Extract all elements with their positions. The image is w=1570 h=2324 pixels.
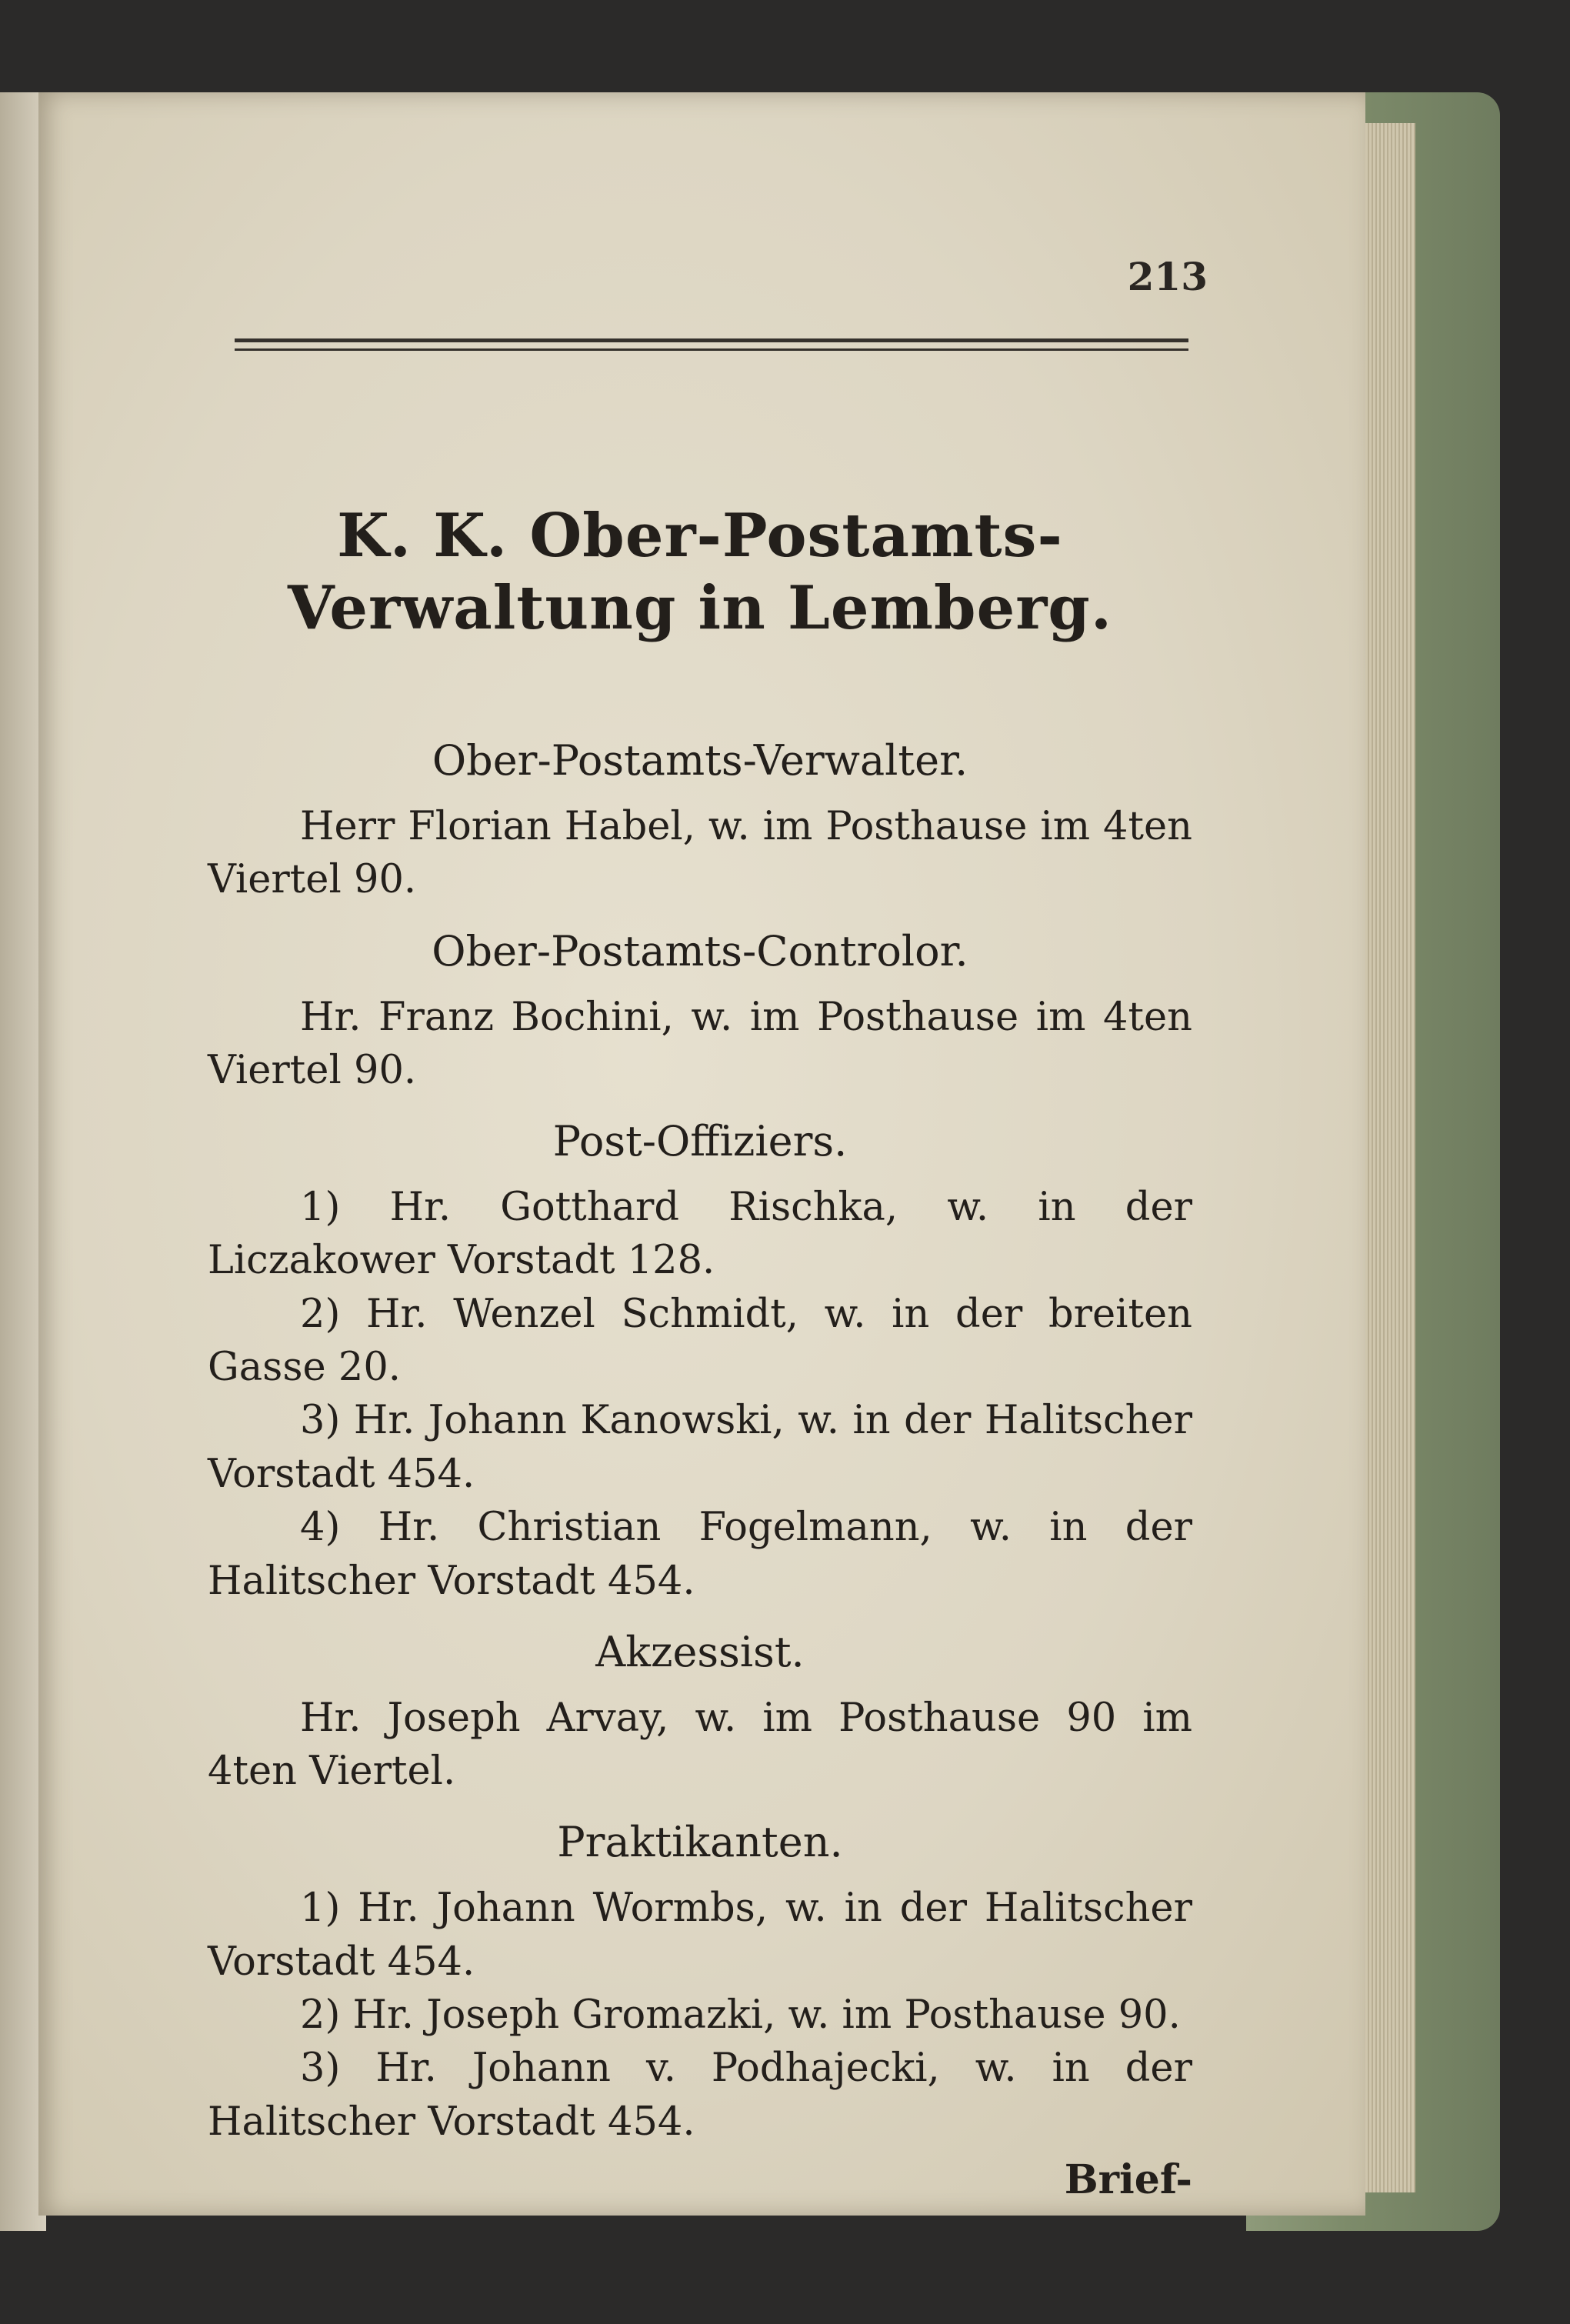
entry: 3) Hr. Johann v. Podhajecki, w. in der Halitscher Vorstadt 454. <box>208 2046 1192 2145</box>
entry: Hr. Joseph Arvay, w. im Posthause 90 im 4ten Viertel. <box>208 1695 1192 1795</box>
section-title: Ober-Postamts-Verwalter. <box>432 736 968 785</box>
section-title: Praktikanten. <box>557 1818 843 1867</box>
page-title: K. K. Ober-Postamts-Verwaltung in Lemberg. <box>288 501 1112 643</box>
catchword: Brief- <box>1064 2156 1192 2203</box>
entry: Herr Florian Habel, w. im Posthause im 4ten Viertel 90. <box>208 803 1192 903</box>
section-verwalter <box>208 736 1192 907</box>
section-title: Akzessist. <box>595 1627 805 1676</box>
section-praktikanten <box>208 1818 1192 2149</box>
section-title: Post-Offiziers. <box>552 1117 848 1166</box>
entry: 1) Hr. Gotthard Rischka, w. in der Liczakower Vorstadt 128. <box>208 1185 1192 1284</box>
section-title: Ober-Postamts-Controlor. <box>432 926 968 975</box>
section-controlor <box>208 927 1192 1098</box>
section-akzessist <box>208 1628 1192 1799</box>
entry: 2) Hr. Joseph Gromazki, w. im Posthause 90. <box>300 1992 1181 2038</box>
header-rule <box>235 338 1188 351</box>
entry: Hr. Franz Bochini, w. im Posthause im 4ten Viertel 90. <box>208 994 1192 1093</box>
entry: 4) Hr. Christian Fogelmann, w. in der Halitscher Vorstadt 454. <box>208 1505 1192 1604</box>
section-offiziers <box>208 1117 1192 1608</box>
entry: 1) Hr. Johann Wormbs, w. in der Halitscher Vorstadt 454. <box>208 1886 1192 1985</box>
page-number: 213 <box>1127 254 1208 299</box>
entry: 2) Hr. Wenzel Schmidt, w. in der breiten Gasse 20. <box>208 1291 1192 1391</box>
entry: 3) Hr. Johann Kanowski, w. in der Halitscher Vorstadt 454. <box>208 1398 1192 1497</box>
page-content <box>208 500 1192 2203</box>
